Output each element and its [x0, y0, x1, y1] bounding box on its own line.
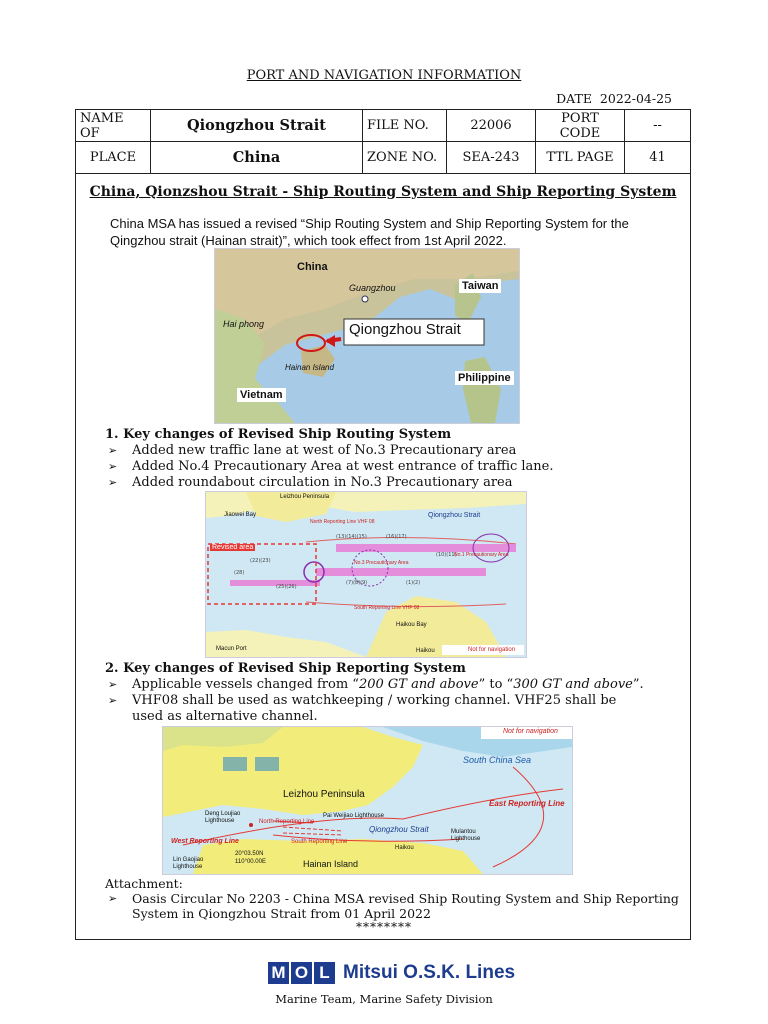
chart-label-precaution1: No.1 Precautionary Area — [454, 552, 509, 558]
file-no-value: 22006 — [447, 110, 536, 142]
list-item — [108, 443, 554, 459]
list-item — [108, 459, 554, 475]
arrow-bullet-icon: ➢ — [108, 460, 118, 473]
chart-label-jiaowei: Jiaowei Bay — [224, 512, 257, 518]
map-label-hainan: Hainan Island — [285, 363, 334, 372]
attachment-text: Oasis Circular No 2203 - China MSA revised Ship Routing System and Ship Reporting System in Qiongzhou Strait from 01 April 2022 — [132, 891, 679, 921]
svg-text:(10)(11): (10)(11) — [436, 552, 457, 558]
arrow-bullet-icon: ➢ — [108, 694, 118, 707]
map-label-china: China — [297, 261, 328, 273]
info-table — [75, 109, 691, 174]
date-label: DATE — [556, 91, 592, 106]
section2-title: 2. Key changes of Revised Ship Reporting System — [105, 661, 466, 676]
zone-no-label: ZONE NO. — [363, 142, 447, 174]
document-title: PORT AND NAVIGATION INFORMATION — [246, 68, 522, 83]
date-value: 2022-04-25 — [599, 91, 672, 106]
chart-label-north-line: North Reporting Line VHF 08 — [310, 519, 375, 525]
svg-text:(16)(17): (16)(17) — [386, 534, 407, 540]
chart-label-leizhou: Leizhou Peninsula — [283, 789, 365, 800]
section-heading: China, Qionzshou Strait - Ship Routing System and Ship Reporting System — [89, 184, 677, 200]
attachment-label: Attachment: — [105, 876, 183, 891]
bullet-text: VHF08 shall be used as watchkeeping / working channel. VHF25 shall be used as alternative channel. — [132, 693, 617, 724]
bullet-text: Added new traffic lane at west of No.3 Precautionary area — [132, 443, 517, 458]
table-row — [76, 142, 691, 174]
place-label: PLACE — [76, 142, 151, 174]
date-line — [556, 91, 672, 106]
logo-letter-o: O — [291, 962, 312, 984]
chart-label-south-line: South Reporting Line VHF 08 — [354, 605, 420, 611]
svg-text:(25)(26): (25)(26) — [276, 584, 297, 590]
svg-text:(13)(14)(15): (13)(14)(15) — [336, 534, 367, 540]
chart-label-haikou: Haikou — [395, 845, 414, 851]
end-marker: ******** — [356, 920, 412, 934]
list-item — [108, 475, 554, 491]
chart-label-haikou: Haikou — [416, 648, 435, 654]
country-value: China — [151, 142, 363, 174]
port-code-value: -- — [625, 110, 691, 142]
chart-label-south-line: South Reporting Line — [291, 839, 348, 845]
section1-title: 1. Key changes of Revised Ship Routing System — [105, 427, 452, 442]
chart-label-scs: South China Sea — [463, 755, 532, 765]
bullet-text: Added No.4 Precautionary Area at west entrance of traffic lane. — [132, 459, 554, 474]
chart-label-deng-lighthouse: Deng Loujiao Lighthouse — [205, 811, 241, 824]
svg-text:(22)(23): (22)(23) — [250, 558, 271, 564]
ttl-page-label: TTL PAGE — [536, 142, 625, 174]
company-name: Mitsui O.S.K. Lines — [343, 962, 516, 983]
chart-label-haikou-bay: Haikou Bay — [396, 622, 427, 628]
attachment-item — [108, 891, 690, 921]
list-item — [108, 677, 644, 693]
logo-letter-m: M — [268, 962, 289, 984]
not-for-navigation-note: Not for navigation — [503, 728, 558, 735]
map-label-haiphong: Hai phong — [223, 319, 265, 329]
chart-label-macun: Macun Port — [216, 646, 247, 652]
name-of-label: NAME OF — [76, 110, 151, 142]
map-label-taiwan: Taiwan — [459, 279, 501, 293]
ttl-page-value: 41 — [625, 142, 691, 174]
chart-label-pai-lighthouse: Pai Weijiao Lighthouse — [323, 813, 384, 819]
arrow-bullet-icon: ➢ — [108, 892, 118, 905]
not-for-navigation-note: Not for navigation — [468, 647, 516, 653]
chart-label-east-line: East Reporting Line — [489, 799, 565, 808]
bullet-text: Added roundabout circulation in No.3 Precautionary area — [132, 475, 513, 490]
zone-no-value: SEA-243 — [447, 142, 536, 174]
file-no-label: FILE NO. — [363, 110, 447, 142]
chart-label-mulantou: Mulantou Lighthouse — [451, 829, 481, 842]
chart-label-strait: Qiongzhou Strait — [369, 825, 429, 834]
arrow-bullet-icon: ➢ — [108, 444, 118, 457]
svg-text:(7)(8)(9): (7)(8)(9) — [346, 580, 368, 586]
chart-label-precaution3: No.3 Precautionary Area — [354, 560, 409, 566]
table-row — [76, 110, 691, 142]
routing-system-chart — [205, 491, 527, 658]
footer-division: Marine Team, Marine Safety Division — [275, 992, 493, 1006]
section2-bullets — [108, 677, 644, 725]
map-label-guangzhou: Guangzhou — [349, 283, 396, 293]
arrow-bullet-icon: ➢ — [108, 476, 118, 489]
revised-area-badge: Revised area — [212, 544, 254, 551]
callout-qiongzhou-strait: Qiongzhou Strait — [349, 321, 461, 338]
bullet-text: Applicable vessels changed from “200 GT and above” to “300 GT and above”. — [132, 677, 644, 692]
chart-label-leizhou: Leizhou Peninsula — [280, 494, 330, 500]
place-name-value: Qiongzhou Strait — [151, 110, 363, 142]
chart-coordinate-lat: 20°03.50N — [235, 851, 264, 857]
map-label-vietnam: Vietnam — [237, 388, 286, 402]
port-code-label: PORT CODE — [536, 110, 625, 142]
svg-text:(1)(2): (1)(2) — [406, 580, 421, 586]
list-item — [108, 693, 644, 725]
chart-label-lingao: Lin Gaojiao Lighthouse — [173, 857, 204, 870]
chart-coordinate-lon: 110°00.00E — [235, 859, 266, 865]
intro-paragraph: China MSA has issued a revised “Ship Routing System and Ship Reporting System for the Qingzhou strait (Hainan strait)”, which took effect from 1st April 2022. — [110, 216, 629, 248]
map-label-philippine: Philippine — [455, 371, 514, 385]
reporting-system-chart — [162, 726, 573, 875]
logo-letter-l: L — [314, 962, 335, 984]
chart-label-west-line: West Reporting Line — [171, 838, 239, 845]
chart-label-hainan: Hainan Island — [303, 859, 359, 869]
chart-label-north-line: North Reporting Line — [259, 819, 315, 825]
arrow-bullet-icon: ➢ — [108, 678, 118, 691]
chart-label-strait: Qiongzhou Strait — [428, 512, 481, 519]
svg-text:(28): (28) — [234, 570, 245, 576]
mol-logo — [268, 962, 515, 984]
regional-map — [214, 248, 520, 424]
section1-bullets — [108, 443, 554, 491]
